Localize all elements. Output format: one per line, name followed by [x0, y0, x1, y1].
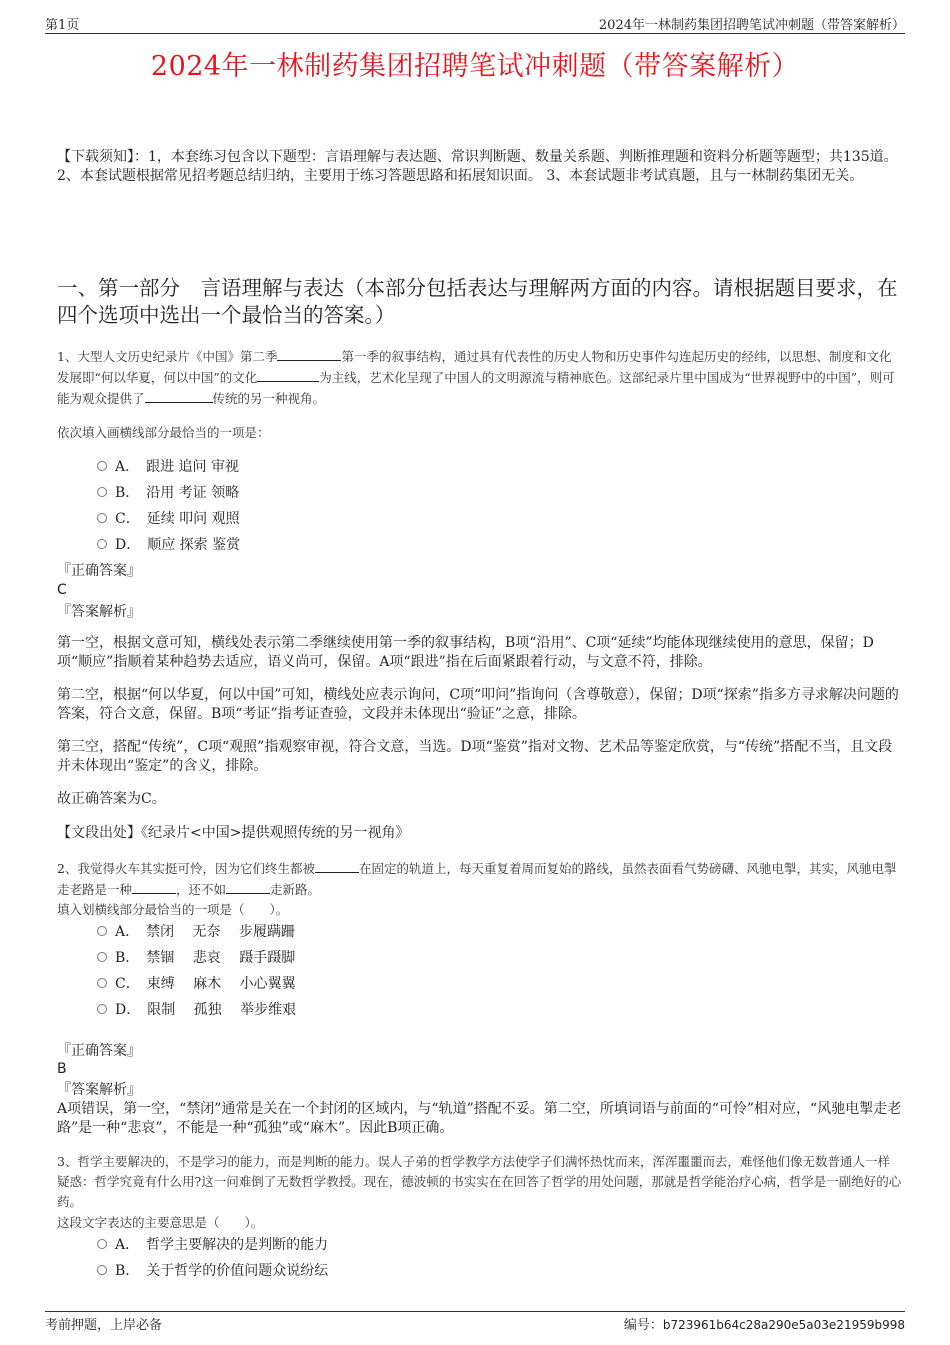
question-3-text: 3、哲学主要解决的，不是学习的能力，而是判断的能力。误人子弟的哲学教学方法使学子们满怀热忱而来，浑浑噩噩而去，难怪他们像无数普通人一样疑惑：哲学究竟有什么用?这一问难倒了无数哲学教授。现在，德波顿的书实实在在回答了哲学的用处问题，那就是哲学能治疗心病，哲学是一副绝好的心药。 — [57, 1154, 902, 1209]
radio-icon[interactable] — [97, 1265, 107, 1275]
radio-icon[interactable] — [97, 1004, 107, 1014]
q1-option-a[interactable]: A． 跟进 追问 审视 — [97, 458, 239, 476]
radio-icon[interactable] — [97, 952, 107, 962]
q3-option-a[interactable]: A． 哲学主要解决的是判断的能力 — [97, 1236, 328, 1254]
question-2-text: 2、我觉得火车其实挺可怜，因为它们终生都被 在固定的轨道上，每天重复着周而复始的路线，虽然表面看气势磅礴、风驰电掣，其实，风驰电掣走老路是一种 ，还不如 走新路。 — [57, 861, 897, 897]
header-doc-title: 2024年一林制药集团招聘笔试冲刺题（带答案解析） — [598, 18, 905, 33]
section-heading: 一、第一部分 言语理解与表达（本部分包括表达与理解两方面的内容。请根据题目要求，在四个选项中选出一个最恰当的答案。） — [57, 276, 898, 327]
q1-option-d[interactable]: D． 顺应 探索 鉴赏 — [97, 536, 240, 554]
q1-correct-label: 『正确答案』 — [57, 563, 141, 579]
header-page-number: 第1页 — [45, 18, 80, 33]
radio-icon[interactable] — [97, 926, 107, 936]
blank-line — [226, 893, 270, 894]
q3-option-b[interactable]: B． 关于哲学的价值问题众说纷纭 — [97, 1262, 328, 1280]
q2-option-b[interactable]: B． 禁锢 悲哀 蹑手蹑脚 — [97, 949, 295, 967]
radio-icon[interactable] — [97, 1239, 107, 1249]
q1-option-c[interactable]: C． 延续 叩问 观照 — [97, 510, 240, 528]
q1-option-b[interactable]: B． 沿用 考证 领略 — [97, 484, 239, 502]
radio-icon[interactable] — [97, 487, 107, 497]
q2-analysis-label: 『答案解析』 — [57, 1082, 141, 1098]
header-divider — [45, 33, 905, 34]
document-title: 2024年一林制药集团招聘笔试冲刺题（带答案解析） — [150, 51, 800, 82]
radio-icon[interactable] — [97, 513, 107, 523]
q1-analysis-p3: 第三空，搭配“传统”，C项“观照”指观察审视，符合文意，当选。D项“鉴赏”指对文物、艺术品等鉴定欣赏，与“传统”搭配不当，且文段并未体现出“鉴定”的含义，排除。 — [57, 739, 893, 774]
question-1-prompt: 依次填入画横线部分最恰当的一项是： — [57, 425, 270, 440]
q2-analysis-p1: A项错误，第一空，“禁闭”通常是关在一个封闭的区域内，与“轨道”搭配不妥。第二空，所填词语与前面的“可怜”相对应，“风驰电掣走老路”是一种“悲哀”，不能是一种“孤独”或“麻木”。因此B项正确。 — [57, 1101, 902, 1136]
q1-analysis-p1: 第一空，根据文意可知，横线处表示第二季继续使用第一季的叙事结构，B项“沿用”、C项“延续”均能体现继续使用的意思，保留；D项“顺应”指顺着某种趋势去适应，语义尚可，保留。A项“跟进”指在后面紧跟着行动，与文意不符，排除。 — [57, 635, 874, 670]
blank-line — [132, 893, 176, 894]
footer-code: 编号：b723961b64c28a290e5a03e21959b998 — [623, 1318, 905, 1333]
q2-correct-label: 『正确答案』 — [57, 1043, 141, 1059]
blank-line — [277, 360, 341, 361]
q2-option-d[interactable]: D． 限制 孤独 举步维艰 — [97, 1001, 296, 1019]
question-2-prompt: 填入划横线部分最恰当的一项是（ ）。 — [57, 902, 289, 917]
q2-answer: B — [57, 1061, 67, 1077]
footer-slogan: 考前押题，上岸必备 — [45, 1318, 163, 1333]
q1-analysis-p2: 第二空，根据“何以华夏，何以中国”可知，横线处应表示询问，C项“叩问”指询问（含尊敬意），保留；D项“探索”指多方寻求解决问题的答案，符合文意，保留。B项“考证”指考证查验，文段并未体现出“验证”之意，排除。 — [57, 687, 899, 722]
q1-analysis-label: 『答案解析』 — [57, 604, 141, 620]
download-notice: 【下载须知】：1，本套练习包含以下题型：言语理解与表达题、常识判断题、数量关系题、判断推理题和资料分析题等题型；共135道。 2、本套试题根据常见招考题总结归纳，主要用于练习答题思路和拓展知识面。 3、本套试题非考试真题，且与一林制药集团无关。 — [57, 149, 898, 184]
q1-source: 【文段出处】《纪录片<中国>提供观照传统的另一视角》 — [57, 825, 410, 841]
q1-answer: C — [57, 582, 67, 598]
radio-icon[interactable] — [97, 978, 107, 988]
blank-line — [315, 872, 359, 873]
radio-icon[interactable] — [97, 461, 107, 471]
question-1-text: 1、大型人文历史纪录片《中国》第二季 第一季的叙事结构，通过具有代表性的历史人物和历史事件勾连起历史的经纬，以思想、制度和文化发展即“何以华夏，何以中国”的文化 为主线，艺术化呈现了中国人的文明源流与精神底色。这部纪录片里中国成为“世界视野中的中国”，则可能为观众提供了 传统的另一种视角。 — [57, 349, 895, 406]
footer-divider — [45, 1311, 905, 1312]
q1-analysis-conclusion: 故正确答案为C。 — [57, 791, 166, 807]
question-3-prompt: 这段文字表达的主要意思是（ ）。 — [57, 1215, 264, 1230]
q2-option-a[interactable]: A． 禁闭 无奈 步履蹒跚 — [97, 923, 295, 941]
blank-line — [145, 402, 213, 403]
blank-line — [257, 381, 319, 382]
radio-icon[interactable] — [97, 539, 107, 549]
q2-option-c[interactable]: C． 束缚 麻木 小心翼翼 — [97, 975, 296, 993]
